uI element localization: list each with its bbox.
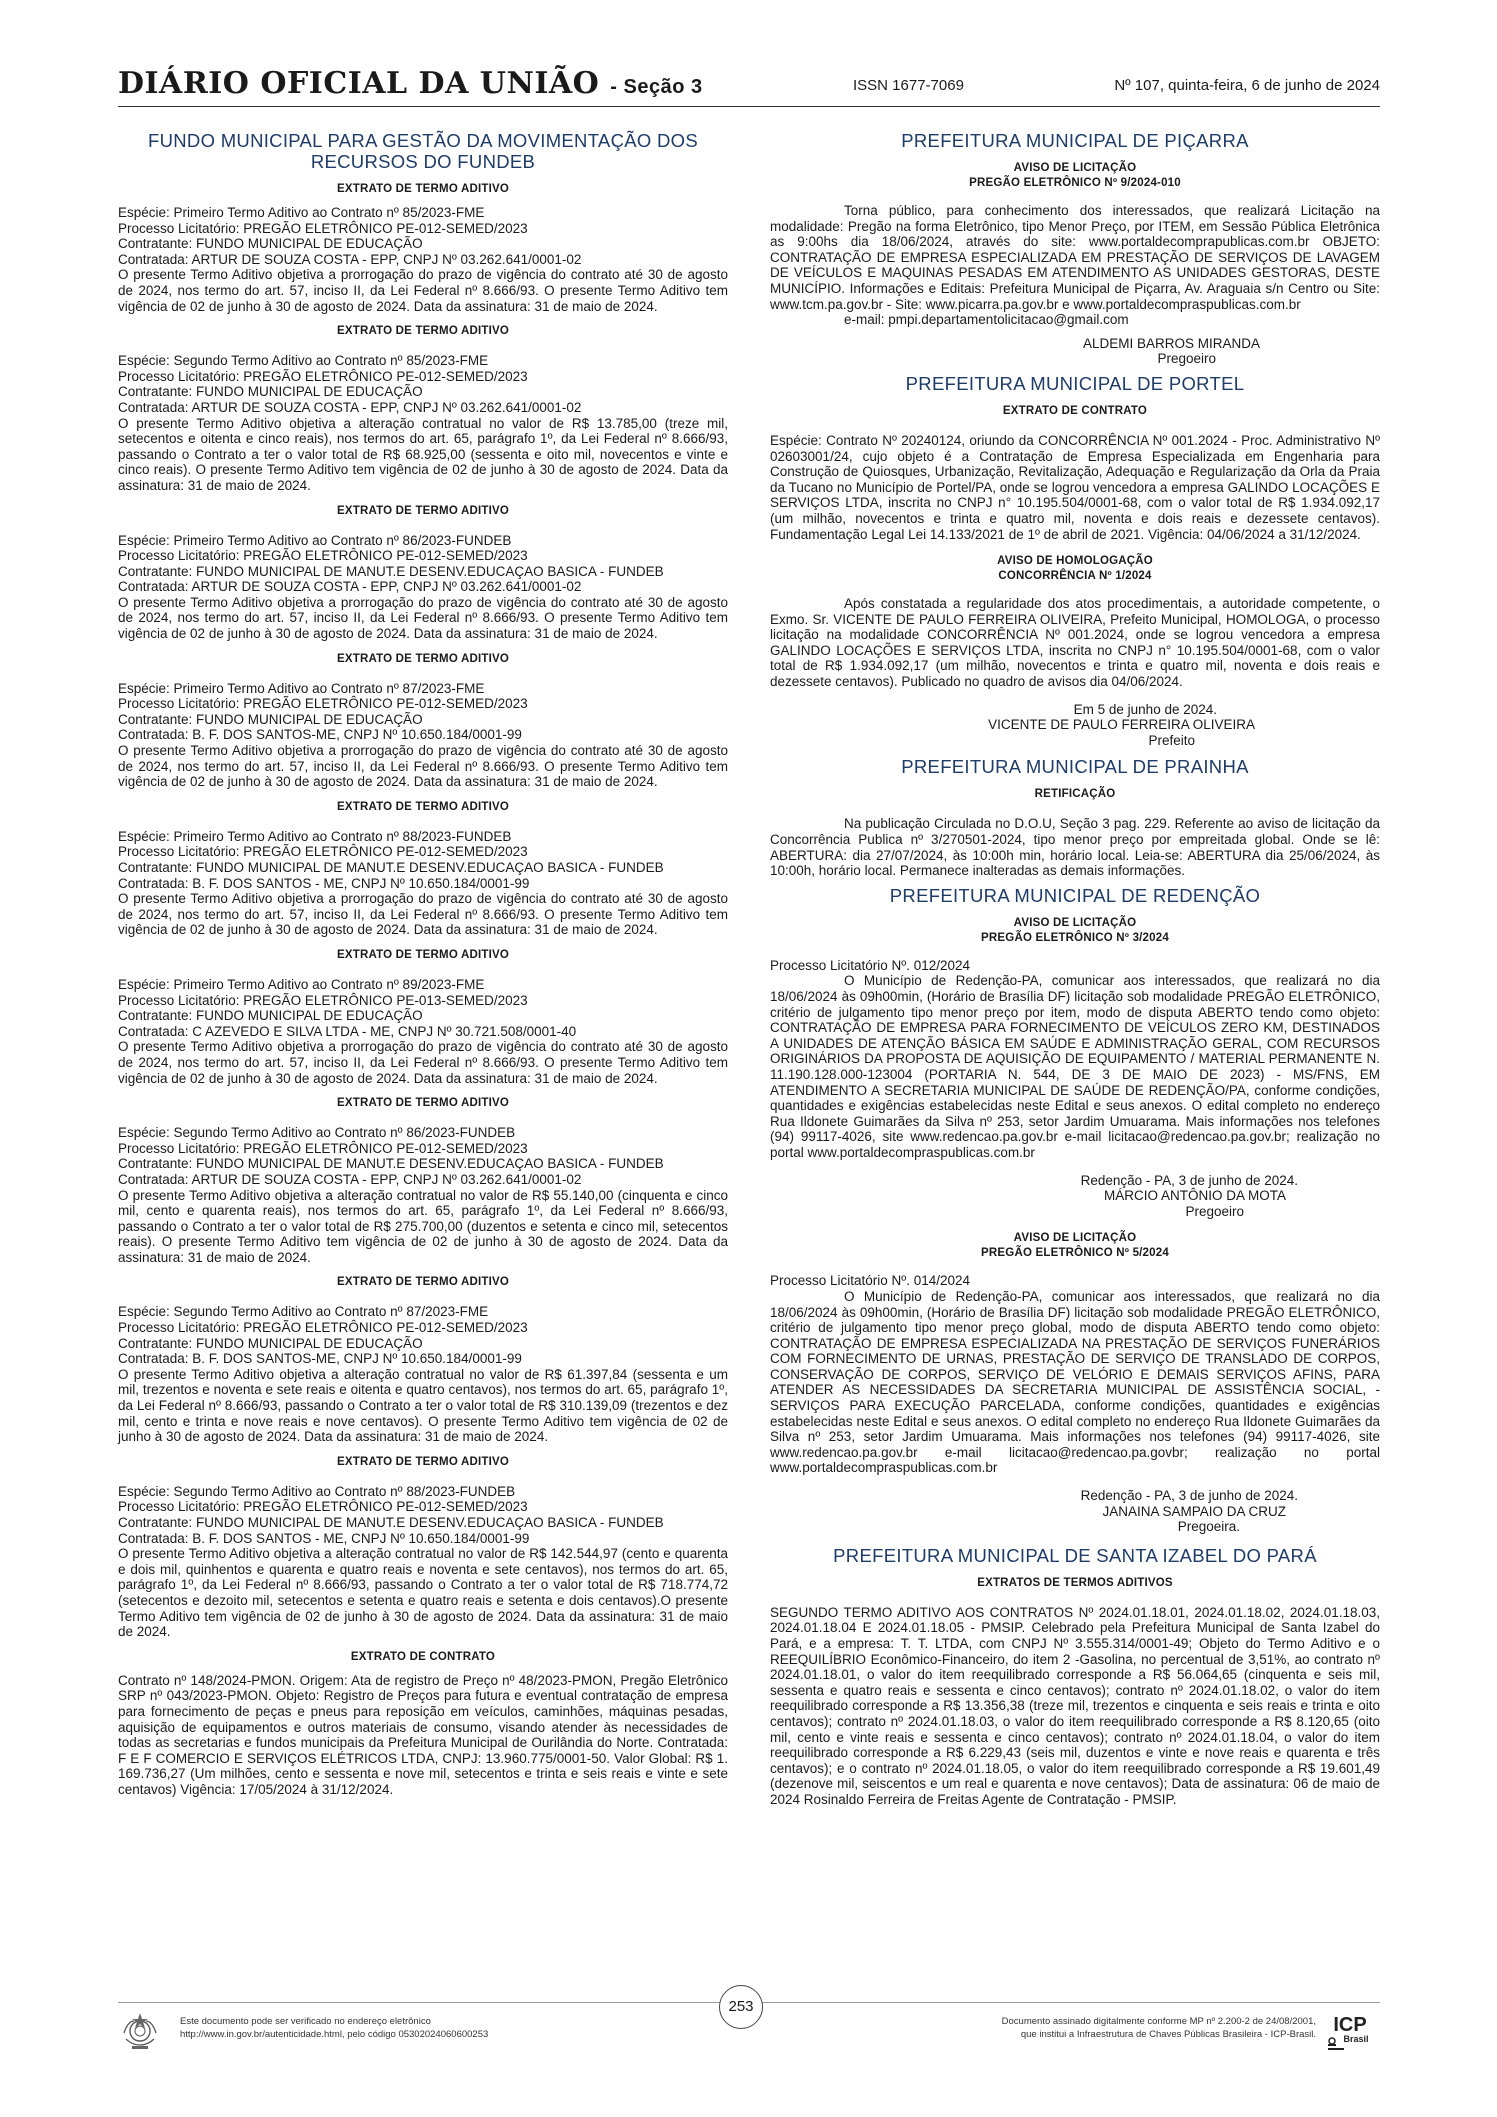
line: Espécie: Contrato Nº 20240124, oriundo da CONCORRÊNCIA Nº 001.2024 - Proc. Administrativo Nº 02603001/24, cujo objeto é a Contratação de Empresa Especializada em Engenharia para Construção de Quiosques, Urbanização, Revitalização, Adequação e Regularização da Orla da Praia da Tucano no Município de Portel/PA, onde se logrou vencedora a empresa GALINDO LOCAÇÕES E SERVIÇOS LTDA, inscrita no CNPJ n° 10.195.504/0001-68, com o valor total de R$ 1.934.092,17 (um milhão, novecentos e trinta e quatro mil, noventa e dois reais e dezessete centavos). Fundamentação Legal Lei 14.133/2021 de 1º de abril de 2021. Vigência: 04/06/2024 a 31/12/2024. xyxy=(770,432,1380,542)
line: Processo Licitatório: PREGÃO ELETRÔNICO PE-012-SEMED/2023 xyxy=(118,1320,528,1336)
signature-note xyxy=(1002,2015,1316,2041)
block-heading: AVISO DE LICITAÇÃO xyxy=(1013,1232,1137,1245)
block-heading: EXTRATO DE TERMO ADITIVO xyxy=(337,183,509,195)
line: Processo Licitatório Nº. 012/2024 xyxy=(770,957,971,973)
line: Contratada: B. F. DOS SANTOS-ME, CNPJ Nº 10.650.184/0001-99 xyxy=(118,1351,522,1367)
line: Processo Licitatório: PREGÃO ELETRÔNICO PE-013-SEMED/2023 xyxy=(118,992,528,1008)
page-number: 253 xyxy=(719,1985,763,2029)
line: Espécie: Segundo Termo Aditivo ao Contrato nº 87/2023-FME xyxy=(118,1304,489,1320)
line: Contratante: FUNDO MUNICIPAL DE MANUT.E DESENV.EDUCAÇAO BASICA - FUNDEB xyxy=(118,1156,664,1172)
block-heading: EXTRATO DE TERMO ADITIVO xyxy=(337,652,509,665)
line: Contratada: ARTUR DE SOUZA COSTA - EPP, CNPJ Nº 03.262.641/0001-02 xyxy=(118,399,582,415)
line: Contratante: FUNDO MUNICIPAL DE EDUCAÇÃO xyxy=(118,1008,423,1024)
icp-logo-text: ICP xyxy=(1333,2014,1367,2036)
line: Espécie: Primeiro Termo Aditivo ao Contrato nº 88/2023-FUNDEB xyxy=(118,828,512,844)
block-heading: CONCORRÊNCIA Nº 1/2024 xyxy=(998,570,1152,583)
journal-title xyxy=(118,66,703,101)
block-body xyxy=(118,977,728,1086)
right-column xyxy=(770,128,1380,1814)
extract-block xyxy=(118,652,728,790)
signature xyxy=(770,1488,1380,1535)
line: Torna público, para conhecimento dos interessados, que realizará Licitação na modalidade: Pregão na forma Eletrônico, tipo Menor Preço, por ITEM, em Sessão Pública Eletrônica as 9:00hs dia 18/06/2024, através do site: www.portaldecomprapublicas.com.br OBJETO: CONTRATAÇÃO DE EMPRESA ESPECIALIZADA EM PRESTAÇÃO DE SERVIÇOS DE LAVAGEM DE VEÍCULOS E MAQUINAS PESADAS EM ATENDIMENTO AS UNIDADES GESTORAS, DESTE MUNICÍPIO. Informações e Editais: Prefeitura Municipal de Piçarra, Av. Araguaia s/n Centro ou Site: www.tcm.pa.gov.br - Site: www.picarra.pa.gov.br e www.portaldecompraspublicas.com.br xyxy=(770,203,1380,312)
block-heading: EXTRATO DE TERMO ADITIVO xyxy=(337,948,509,961)
line: O Município de Redenção-PA, comunicar aos interessados, que realizará no dia 18/06/2024 às 09h00min, (Horário de Brasília DF) licitação sob modalidade PREGÃO ELETRÔNICO, critério de julgamento tipo menor preço por item, modo de disputa ABERTO tendo como objeto: CONTRATAÇÃO DE EMPRESA PARA FORNECIMENTO DE VEÍCULOS ZERO KM, DESTINADOS A UNIDADES DE ATENÇÃO BÁSICA EM SAÚDE E ADMINISTRAÇÃO GERAL, COM RECURSOS ORIGINÁRIOS DA PROPOSTA DE AQUISIÇÃO DE EQUIPAMENTO / MATERIAL PERMANENTE N. 11.190.128.000-123004 (PORTARIA N. 544, DE 3 DE MAIO DE 2023) - MS/FNS, EM ATENDIMENTO A SECRETARIA MUNICIPAL DE SAÚDE DE REDENÇÃO/PA, conforme condições, quantidades e exigências estabelecidas neste Edital e seus anexos. O edital completo no endereço Rua Ildonete Guimarães da Silva nº 253, setor Jardim Umuarama. Mais informações nos telefones (94) 99117-4026, site www.redencao.pa.gov.br e-mail licitacao@redencao.pa.gov.br; realização no portal www.portaldecompraspublicas.com.br xyxy=(770,973,1380,1160)
section-title-santa-izabel: PREFEITURA MUNICIPAL DE SANTA IZABEL DO PARÁ xyxy=(833,1544,1317,1566)
signature-date: Redenção - PA, 3 de junho de 2024. xyxy=(1080,1172,1298,1188)
block-body xyxy=(770,816,1380,878)
section-title-portel: PREFEITURA MUNICIPAL DE PORTEL xyxy=(905,372,1245,394)
line: Contratante: FUNDO MUNICIPAL DE EDUCAÇÃO xyxy=(118,236,423,252)
block-heading: PREGÃO ELETRÔNICO Nº 5/2024 xyxy=(981,1247,1169,1260)
line: SEGUNDO TERMO ADITIVO AOS CONTRATOS Nº 2024.01.18.01, 2024.01.18.02, 2024.01.18.03, 2024.01.18.04 E 2024.01.18.05 - PMSIP. Celebrado pela Prefeitura Municipal de Santa Izabel do Pará, e a empresa: T. T. LTDA, com CNPJ Nº 3.555.314/0001-49; Objeto do Termo Aditivo e o REEQUILÍBRIO Econômico-Financeiro, do item 2 -Gasolina, no percentual de 3,51%, ao contrato nº 2024.01.18.01, o valor do item reequilibrado corresponde a R$ 56.064,65 (cinquenta e seis mil, sessenta e quatro reais e sessenta e cinco centavos); contrato nº 2024.01.18.02, o valor do item reequilibrado corresponde a R$ 13.356,38 (treze mil, trezentos e cinquenta e seis reais e trinta e oito centavos); contrato nº 2024.01.18.03, o valor do item reequilibrado corresponde a R$ 8.120,65 (oito mil, cento e vinte reais e sessenta e cinco centavos); contrato nº 2024.01.18.04, o valor do item reequilibrado corresponde a R$ 6.229,43 (seis mil, duzentos e vinte e nove reais e quarenta e três centavos); e o contrato nº 2024.01.18.05, o valor do item reequilibrado corresponde a R$ 19.601,49 (dezenove mil, seiscentos e um real e quarenta e nove centavos); Data de assinatura: 06 de maio de 2024 Rosinaldo Ferreira de Freitas Agente de Contratação - PMSIP. xyxy=(770,1604,1380,1807)
block-body xyxy=(770,1605,1380,1808)
line: Processo Licitatório Nº. 014/2024 xyxy=(770,1273,971,1289)
line: Contratante: FUNDO MUNICIPAL DE MANUT.E DESENV.EDUCAÇAO BASICA - FUNDEB xyxy=(118,860,664,875)
page-footer xyxy=(118,1998,1380,2053)
line: O presente Termo Aditivo objetiva a prorrogação do prazo de vigência do contrato até 30 de agosto de 2024, nos termo do art. 57, inciso II, da Lei Federal nº 8.666/93. O presente Termo Aditivo tem vigência de 02 de junho à 30 de agosto de 2024. Data da assinatura: 31 de maio de 2024. xyxy=(118,267,728,314)
signer-role: Pregoeiro xyxy=(1157,351,1216,367)
block-heading: EXTRATO DE TERMO ADITIVO xyxy=(337,504,509,517)
section-title-prainha: PREFEITURA MUNICIPAL DE PRAINHA xyxy=(901,756,1249,778)
block-body xyxy=(118,533,728,642)
line: Contratante: FUNDO MUNICIPAL DE MANUT.E DESENV.EDUCAÇAO BASICA - FUNDEB xyxy=(118,1515,664,1530)
line: Contratada: B. F. DOS SANTOS - ME, CNPJ Nº 10.650.184/0001-99 xyxy=(118,1530,530,1546)
line: Processo Licitatório: PREGÃO ELETRÔNICO PE-012-SEMED/2023 xyxy=(118,696,528,712)
line: O Município de Redenção-PA, comunicar aos interessados, que realizará no dia 18/06/2024 às 09h00min, (Horário de Brasília DF) licitação sob modalidade PREGÃO ELETRÔNICO, critério de julgamento tipo menor preço global, modo de disputa ABERTO tendo como objeto: CONTRATAÇÃO DE EMPRESA ESPECIALIZADA NA PRESTAÇÃO DE SERVIÇOS FUNERÁRIOS COM FORNECIMENTO DE URNAS, PRESTAÇÃO DE SERVIÇO DE TRANSLADO DE CORPOS, CONSERVAÇÃO DE CORPOS, SERVIÇO DE VELÓRIO E DEMAIS SERVIÇOS AFINS, PARA ATENDER AS NECESSIDADES DA SECRETARIA MUNICIPAL DE ASSISTÊNCIA SOCIAL, - SERVIÇOS PARA EXECUÇÃO PARCELADA, conforme condições, quantidades e exigências estabelecidas neste Edital e seus anexos. O edital completo no endereço Rua Ildonete Guimarães da Silva nº 253, setor Jardim Umuarama. Mais informações nos telefones (94) 99117-4026, site www.redencao.pa.gov.br e-mail licitacao@redencao.pa.govbr; realização no portal www.portaldecompraspublicas.com.br xyxy=(770,1288,1380,1476)
line: Na publicação Circulada no D.O.U, Seção 3 pag. 229. Referente ao aviso de licitação da Concorrência Publica nº 3/270501-2024, tipo menor preço por empreitada global. Onde se lê: ABERTURA: dia 27/07/2024, às 10:00h min, horário local. Leia-se: ABERTURA dia 25/06/2024, às 10:00h, horário local. Permanece inalteradas as demais informações. xyxy=(770,816,1380,879)
line: O presente Termo Aditivo objetiva a alteração contratual no valor de R$ 13.785,00 (treze mil, setecentos e oitenta e cinco reais), nos termos do art. 65, parágrafo 1º, da Lei Federal nº 8.666/93, passando o Contrato a ter o valor total de R$ 68.925,00 (sessenta e oito mil, novecentos e vinte e cinco reais). O presente Termo Aditivo tem vigência de 02 de junho à 30 de agosto de 2024. Data da assinatura: 31 de maio de 2024. xyxy=(118,415,728,493)
section-title-redencao: PREFEITURA MUNICIPAL DE REDENÇÃO xyxy=(889,884,1261,906)
line: O presente Termo Aditivo objetiva a prorrogação do prazo de vigência do contrato até 30 de agosto de 2024, nos termo do art. 57, inciso II, da Lei Federal nº 8.666/93. O presente Termo Aditivo tem vigência de 02 de junho à 30 de agosto de 2024. Data da assinatura: 31 de maio de 2024. xyxy=(118,1039,728,1086)
line: Contratada: ARTUR DE SOUZA COSTA - EPP, CNPJ Nº 03.262.641/0001-02 xyxy=(118,1171,582,1187)
block-heading: RETIFICAÇÃO xyxy=(1034,788,1116,801)
extract-block xyxy=(118,182,728,314)
block-body xyxy=(118,353,728,493)
extract-block xyxy=(118,1096,728,1265)
signature-line: Documento assinado digitalmente conforme MP nº 2.200-2 de 24/08/2001, xyxy=(1001,2016,1316,2027)
extract-block xyxy=(118,1275,728,1444)
line: Contratada: B. F. DOS SANTOS - ME, CNPJ Nº 10.650.184/0001-99 xyxy=(118,875,530,891)
block-body xyxy=(118,1125,728,1265)
coat-of-arms-icon xyxy=(120,2011,160,2051)
line: Contratante: FUNDO MUNICIPAL DE EDUCAÇÃO xyxy=(118,1335,423,1351)
line: O presente Termo Aditivo objetiva a prorrogação do prazo de vigência do contrato até 30 de agosto de 2024, nos termo do art. 57, inciso II, da Lei Federal nº 8.666/93. O presente Termo Aditivo tem vigência de 02 de junho à 30 de agosto de 2024. Data da assinatura: 31 de maio de 2024. xyxy=(118,891,728,938)
line: Processo Licitatório: PREGÃO ELETRÔNICO PE-012-SEMED/2023 xyxy=(118,1140,528,1156)
block-body xyxy=(118,681,728,790)
journal-name: DIÁRIO OFICIAL DA UNIÃO xyxy=(118,66,600,101)
line: Processo Licitatório: PREGÃO ELETRÔNICO PE-012-SEMED/2023 xyxy=(118,368,528,384)
signer-role: Pregoeira. xyxy=(1177,1519,1240,1535)
block-heading: EXTRATO DE TERMO ADITIVO xyxy=(337,325,509,338)
brasil-logo-text: Brasil xyxy=(1343,2034,1369,2044)
left-column xyxy=(118,128,728,1804)
signer-name: MÁRCIO ANTÔNIO DA MOTA xyxy=(1103,1188,1286,1204)
line: Espécie: Primeiro Termo Aditivo ao Contrato nº 85/2023-FME xyxy=(118,205,485,220)
block-body xyxy=(118,829,728,938)
block-body xyxy=(770,203,1380,328)
line: O presente Termo Aditivo objetiva a alteração contratual no valor de R$ 55.140,00 (cinquenta e cinco mil, cento e quarenta reais), nos termos do art. 65, parágrafo 1º, da Lei Federal nº 8.666/93, passando o Contrato a ter o valor total de R$ 275.700,00 (duzentos e setenta e cinco mil, setecentos reais). O presente Termo Aditivo tem vigência de 02 de junho à 30 de agosto de 2024. Data da assinatura: 31 de maio de 2024. xyxy=(118,1187,728,1265)
section-label: - Seção 3 xyxy=(610,76,703,98)
signer-name: VICENTE DE PAULO FERREIRA OLIVEIRA xyxy=(988,717,1255,733)
block-body xyxy=(770,433,1380,542)
line: Espécie: Segundo Termo Aditivo ao Contrato nº 86/2023-FUNDEB xyxy=(118,1125,516,1141)
page-header xyxy=(118,66,1380,107)
line: Espécie: Primeiro Termo Aditivo ao Contrato nº 87/2023-FME xyxy=(118,680,485,696)
block-heading: AVISO DE HOMOLOGAÇÃO xyxy=(997,555,1153,568)
block-heading: EXTRATO DE CONTRATO xyxy=(350,1650,496,1663)
block-heading: EXTRATO DE TERMO ADITIVO xyxy=(337,1097,509,1110)
block-body xyxy=(770,958,1380,1161)
block-body xyxy=(118,1673,728,1798)
line: Espécie: Segundo Termo Aditivo ao Contrato nº 85/2023-FME xyxy=(118,353,489,369)
section-title-picarra: PREFEITURA MUNICIPAL DE PIÇARRA xyxy=(901,130,1249,151)
signer-name: JANAINA SAMPAIO DA CRUZ xyxy=(1102,1503,1286,1519)
line: O presente Termo Aditivo objetiva a alteração contratual no valor de R$ 142.544,97 (cento e quarenta e dois mil, quinhentos e quarenta e quatro reais e noventa e sete centavos), nos termos do art. 65, parágrafo 1º, da Lei Federal nº 8.666/93, passando o Contrato a ter o valor total de R$ 718.774,72 (setecentos e dezoito mil, setecentos e setenta e quatro reais e setenta e dois centavos).O presente Termo Aditivo tem vigência de 02 de junho à 30 de agosto de 2024. Data da assinatura: 31 de maio de 2024. xyxy=(118,1546,728,1640)
block-body xyxy=(770,1273,1380,1476)
line: Processo Licitatório: PREGÃO ELETRÔNICO PE-012-SEMED/2023 xyxy=(118,220,528,236)
signature xyxy=(770,336,1380,367)
signature-date: Redenção - PA, 3 de junho de 2024. xyxy=(1080,1488,1298,1504)
block-heading: EXTRATO DE TERMO ADITIVO xyxy=(337,1276,509,1289)
block-heading: AVISO DE LICITAÇÃO xyxy=(1013,162,1137,174)
line: Contratada: ARTUR DE SOUZA COSTA - EPP, CNPJ Nº 03.262.641/0001-02 xyxy=(118,579,582,595)
line: Contratante: FUNDO MUNICIPAL DE EDUCAÇÃO xyxy=(118,384,423,400)
line: O presente Termo Aditivo objetiva a prorrogação do prazo de vigência do contrato até 30 de agosto de 2024, nos termo do art. 57, inciso II, da Lei Federal nº 8.666/93. O presente Termo Aditivo tem vigência de 02 de junho à 30 de agosto de 2024. Data da assinatura: 31 de maio de 2024. xyxy=(118,594,728,642)
line: Contratante: FUNDO MUNICIPAL DE MANUT.E DESENV.EDUCAÇAO BASICA - FUNDEB xyxy=(118,563,664,579)
extract-block xyxy=(118,948,728,1086)
block-heading: EXTRATOS DE TERMOS ADITIVOS xyxy=(977,1576,1173,1589)
line: Contrato nº 148/2024-PMON. Origem: Ata de registro de Preço nº 48/2023-PMON, Pregão Eletrônico SRP nº 043/2023-PMON. Objeto: Registro de Preços para futura e eventual contratação de empresa para fornecimento de peças e pneus para reposição em veículos, caminhões, máquinas pesadas, aquisição de equipamentos e outros materiais de consumo, visando atender às necessidades de todas as secretarias e fundos municipais da Prefeitura Municipal de Ourilândia do Norte. Contratada: F E F COMERCIO E SERVIÇOS ELÉTRICOS LTDA, CNPJ: 13.960.775/0001-50. Valor Global: R$ 1. 169.736,27 (Um milhões, cento e sessenta e nove mil, setecentos e trinta e seis reais e vinte e sete centavos) Vigência: 17/05/2024 à 31/12/2024. xyxy=(118,1672,728,1797)
line: Espécie: Primeiro Termo Aditivo ao Contrato nº 89/2023-FME xyxy=(118,976,485,992)
block-body xyxy=(118,1484,728,1640)
line: Processo Licitatório: PREGÃO ELETRÔNICO PE-012-SEMED/2023 xyxy=(118,548,528,564)
block-heading: EXTRATO DE TERMO ADITIVO xyxy=(337,800,509,813)
block-heading: EXTRATO DE TERMO ADITIVO xyxy=(337,1455,509,1468)
extract-block xyxy=(118,504,728,642)
signer-name: ALDEMI BARROS MIRANDA xyxy=(1082,335,1260,351)
block-heading: EXTRATO DE CONTRATO xyxy=(1002,404,1148,417)
line: Espécie: Primeiro Termo Aditivo ao Contrato nº 86/2023-FUNDEB xyxy=(118,532,512,548)
signer-role: Prefeito xyxy=(1148,732,1195,748)
line: O presente Termo Aditivo objetiva a prorrogação do prazo de vigência do contrato até 30 de agosto de 2024, nos termo do art. 57, inciso II, da Lei Federal nº 8.666/93. O presente Termo Aditivo tem vigência de 02 de junho à 30 de agosto de 2024. Data da assinatura: 31 de maio de 2024. xyxy=(118,743,728,790)
line: Contratada: ARTUR DE SOUZA COSTA - EPP, CNPJ Nº 03.262.641/0001-02 xyxy=(118,251,582,267)
line: Processo Licitatório: PREGÃO ELETRÔNICO PE-012-SEMED/2023 xyxy=(118,844,528,860)
block-body xyxy=(118,1304,728,1444)
line: Espécie: Segundo Termo Aditivo ao Contrato nº 88/2023-FUNDEB xyxy=(118,1483,516,1499)
extract-block xyxy=(118,324,728,493)
line: Contratada: C AZEVEDO E SILVA LTDA - ME, CNPJ Nº 30.721.508/0001-40 xyxy=(118,1023,577,1039)
extract-block xyxy=(118,1650,728,1798)
extract-block xyxy=(118,1455,728,1640)
section-title-fundeb: FUNDO MUNICIPAL PARA GESTÃO DA MOVIMENTAÇÃO DOS RECURSOS DO FUNDEB xyxy=(148,130,698,172)
line: Contratante: FUNDO MUNICIPAL DE EDUCAÇÃO xyxy=(118,711,423,727)
signature xyxy=(770,702,1380,749)
extract-block xyxy=(118,800,728,938)
issn: ISSN 1677-7069 xyxy=(853,77,964,94)
line: Contratada: B. F. DOS SANTOS-ME, CNPJ Nº 10.650.184/0001-99 xyxy=(118,727,522,743)
signature xyxy=(770,1173,1380,1220)
signature-line: que institui a Infraestrutura de Chaves Públicas Brasileira - ICP-Brasil. xyxy=(1020,2029,1316,2040)
icp-brasil-logo-icon xyxy=(1324,2009,1376,2053)
line: O presente Termo Aditivo objetiva a alteração contratual no valor de R$ 61.397,84 (sessenta e um mil, trezentos e noventa e sete reais e oitenta e quatro centavos), nos termos do art. 65, parágrafo 1º, da Lei Federal nº 8.666/93, passando o Contrato a ter o valor total de R$ 310.139,09 (trezentos e dez mil, cento e trinta e nove reais e nove centavos). O presente Termo Aditivo tem vigência de 02 de junho à 30 de agosto de 2024. Data da assinatura: 31 de maio de 2024. xyxy=(118,1366,728,1445)
block-heading: PREGÃO ELETRÔNICO Nº 9/2024-010 xyxy=(969,177,1181,189)
block-body xyxy=(118,205,728,314)
line: Após constatada a regularidade dos atos procedimentais, a autoridade competente, o Exmo. Sr. VICENTE DE PAULO FERREIRA OLIVEIRA, Prefeito Municipal, HOMOLOGA, o processo licitação na modalidade CONCORRÊNCIA Nº 001.2024, onde se logrou vencedora a empresa GALINDO LOCAÇÕES E SERVIÇOS LTDA, inscrita no CNPJ n° 10.195.504/0001-68, com o valor total de R$ 1.934.092,17 (um milhão, novecentos e trinta e quatro mil, noventa e dois reais e dezessete centavos). Publicado no quadro de avisos dia 04/06/2024. xyxy=(770,596,1380,690)
line: e-mail: pmpi.departamentolicitacao@gmail.com xyxy=(844,312,1129,328)
line: Processo Licitatório: PREGÃO ELETRÔNICO PE-012-SEMED/2023 xyxy=(118,1499,528,1515)
block-heading: PREGÃO ELETRÔNICO Nº 3/2024 xyxy=(981,931,1169,944)
edition-info: Nº 107, quinta-feira, 6 de junho de 2024 xyxy=(1114,77,1380,94)
verification-url: http://www.in.gov.br/autenticidade.html, pelo código 05302024060600253 xyxy=(180,2029,489,2040)
verification-note xyxy=(180,2015,488,2041)
block-heading: AVISO DE LICITAÇÃO xyxy=(1013,916,1137,929)
signature-date: Em 5 de junho de 2024. xyxy=(1073,701,1217,717)
block-body xyxy=(770,596,1380,690)
signer-role: Pregoeiro xyxy=(1185,1203,1244,1219)
verification-line: Este documento pode ser verificado no endereço eletrônico xyxy=(180,2016,431,2027)
